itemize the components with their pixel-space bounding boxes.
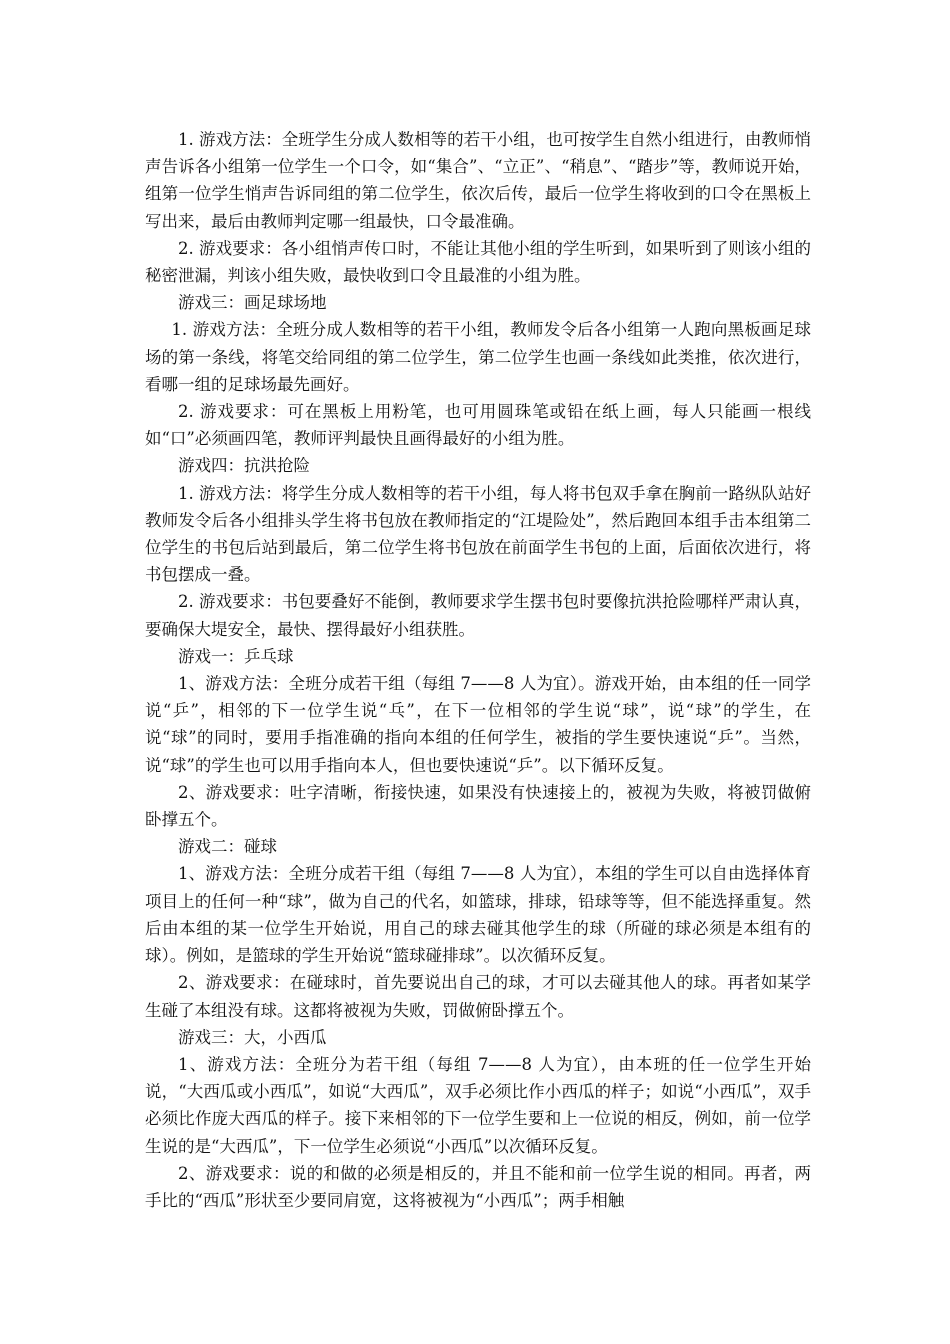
paragraph: 1. 游戏方法：全班学生分成人数相等的若干小组，也可按学生自然小组进行，由教师悄声告诉各小组第一位学生一个口令，如“集合”、“立正”、“稍息”、“踏步”等，教师说开始，组第一位学生悄声告诉同组的第二位学生，依次后传，最后一位学生将收到的口令在黑板上写出来，最后由教师判定哪一组最快，口令最准确。: [145, 130, 811, 231]
paragraph: 1. 游戏方法：将学生分成人数相等的若干小组，每人将书包双手拿在胸前一路纵队站好教师发令后各小组排头学生将书包放在教师指定的“江堤险处”，然后跑回本组手击本组第二位学生的书包后站到最后，第二位学生将书包放在前面学生书包的上面，后面依次进行，将书包摆成一叠。: [145, 483, 811, 585]
document-page: [145, 126, 811, 1214]
paragraph: 2. 游戏要求：各小组悄声传口时，不能让其他小组的学生听到，如果听到了则该小组的秘密泄漏，判该小组失败，最快收到口令且最准的小组为胜。: [145, 238, 811, 286]
paragraph: 1、游戏方法：全班分成若干组（每组 7——8 人为宜），本组的学生可以自由选择体育项目上的任何一种“球”，做为自己的代名，如篮球，排球，铅球等等，但不能选择重复。然后由本组的某一位学生开始说，用自己的球去碰其他学生的球（所碰的球必须是本组有的球）。例如，是篮球的学生开始说“篮球碰排球”。以次循环反复。: [145, 864, 811, 966]
paragraph: 2、游戏要求：吐字清晰，衔接快速，如果没有快速接上的，被视为失败，将被罚做俯卧撑五个。: [145, 782, 811, 830]
paragraph: 2、游戏要求：说的和做的必须是相反的，并且不能和前一位学生说的相同。再者，两手比的“西瓜”形状至少要同肩宽，这将被视为“小西瓜”；两手相触: [145, 1163, 811, 1210]
section-heading: 游戏四：抗洪抢险: [178, 456, 310, 476]
section-heading: 游戏三：画足球场地: [178, 293, 327, 313]
paragraph: 1、游戏方法：全班分为若干组（每组 7——8 人为宜），由本班的任一位学生开始说，“大西瓜或小西瓜”，如说“大西瓜”，双手必须比作小西瓜的样子；如说“小西瓜”，双手必须比作庞大西瓜的样子。接下来相邻的下一位学生要和上一位说的相反，例如，前一位学生说的是“大西瓜”，下一位学生必须说“小西瓜”以次循环反复。: [145, 1054, 811, 1156]
paragraph: 2. 游戏要求：书包要叠好不能倒，教师要求学生摆书包时要像抗洪抢险哪样严肃认真，要确保大堤安全，最快、摆得最好小组获胜。: [145, 592, 811, 639]
section-heading: 游戏三：大，小西瓜: [178, 1027, 327, 1047]
paragraph: 1. 游戏方法：全班分成人数相等的若干小组，教师发令后各小组第一人跑向黑板画足球场的第一条线，将笔交给同组的第二位学生，第二位学生也画一条线如此类推，依次进行，看哪一组的足球场最先画好。: [145, 320, 811, 394]
paragraph: 2、游戏要求：在碰球时，首先要说出自己的球，才可以去碰其他人的球。再者如某学生碰了本组没有球。这都将被视为失败，罚做俯卧撑五个。: [145, 973, 811, 1020]
paragraph: 2. 游戏要求：可在黑板上用粉笔，也可用圆珠笔或铅在纸上画，每人只能画一根线如“口”必须画四笔，教师评判最快且画得最好的小组为胜。: [145, 402, 811, 449]
section-heading: 游戏二：碰球: [178, 837, 277, 857]
paragraph: 1、游戏方法：全班分成若干组（每组 7——8 人为宜）。游戏开始，由本组的任一同学说“乒”，相邻的下一位学生说“乓”，在下一位相邻的学生说“球”，说“球”的学生，在说“球”的同时，要用手指准确的指向本组的任何学生，被指的学生要快速说“乒”。当然，说“球”的学生也可以用手指向本人，但也要快速说“乒”。以下循环反复。: [145, 674, 811, 775]
section-heading: 游戏一：乒乓球: [178, 646, 294, 666]
